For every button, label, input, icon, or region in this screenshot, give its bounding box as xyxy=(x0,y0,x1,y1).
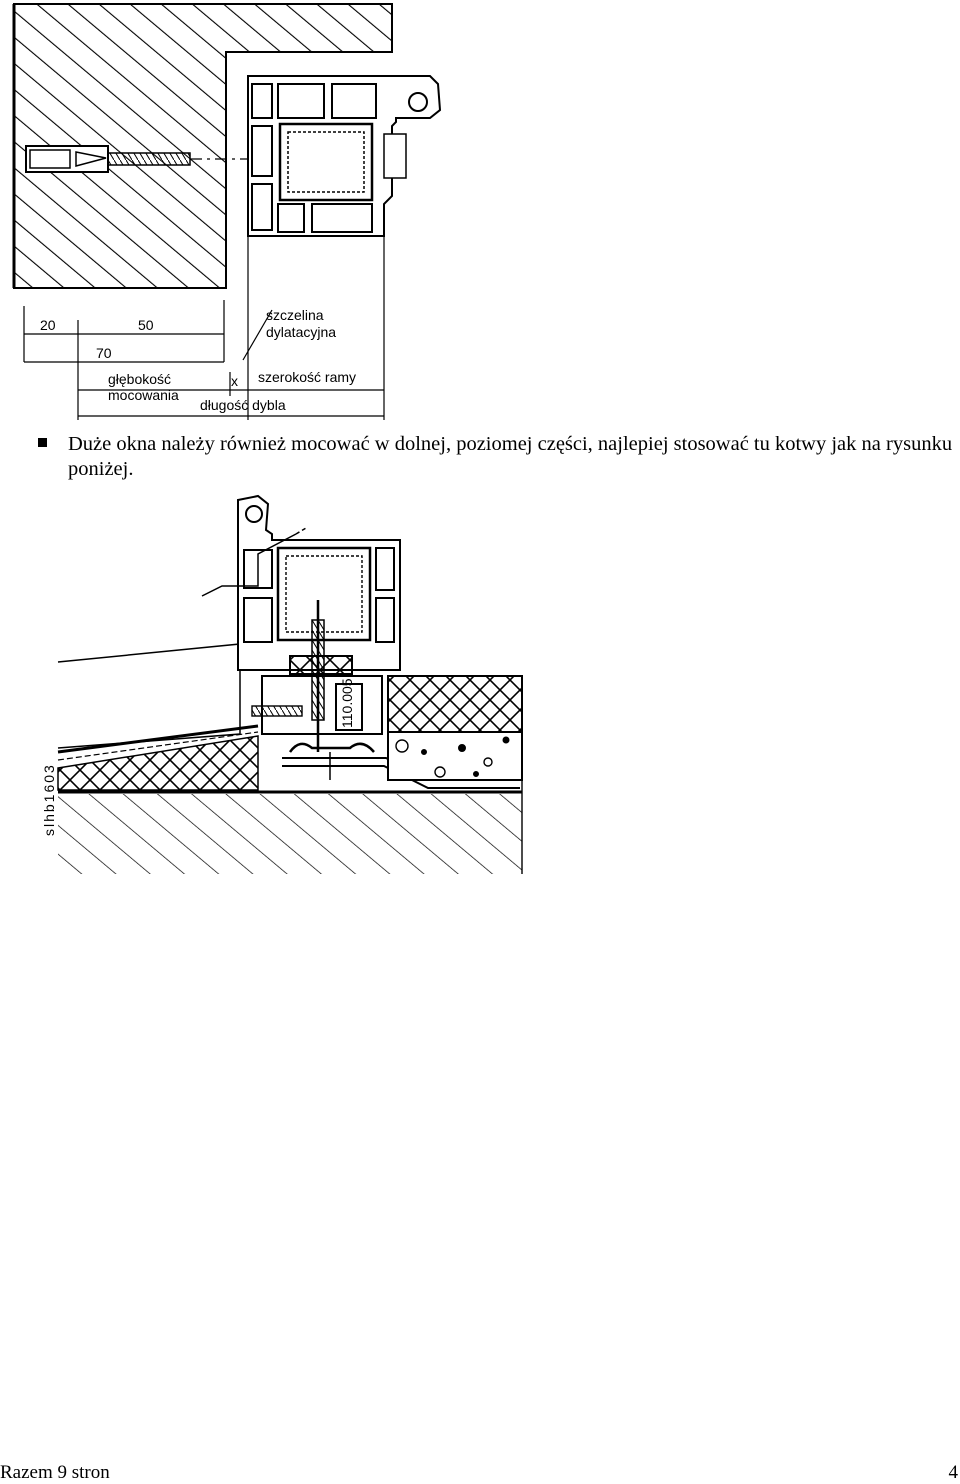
bottom-anchoring-drawing xyxy=(0,490,960,880)
bullet-icon xyxy=(38,438,47,447)
profile-code: 110.005 xyxy=(339,678,355,728)
gap-label-line1: szczelina xyxy=(266,307,324,323)
floor-build-up xyxy=(388,676,522,780)
dowel-anchoring-drawing xyxy=(0,0,960,425)
frame-width-label: szerokość ramy xyxy=(258,369,357,385)
depth-label-line2: mocowania xyxy=(108,387,179,403)
gap-label-line2: dylatacyjna xyxy=(266,324,337,340)
page-number: 4 xyxy=(948,1462,958,1483)
page-count: Razem 9 stron xyxy=(0,1462,110,1483)
instruction-paragraph xyxy=(38,432,958,482)
dim-20: 20 xyxy=(40,317,56,333)
dowel-length-label: długość dybla xyxy=(200,397,286,413)
gap-x-label: x xyxy=(231,373,238,389)
paragraph-text: Duże okna należy również mocować w dolnej, poziomej części, najlepiej stosować tu kotwy jak na rysunku poniżej. xyxy=(68,433,953,480)
depth-label-line1: głębokość xyxy=(108,371,172,387)
dim-50: 50 xyxy=(138,317,154,333)
dim-70: 70 xyxy=(96,345,112,361)
sill-insulation xyxy=(58,644,258,790)
drawing-code: slhb1603 xyxy=(41,763,57,836)
dimension-labels xyxy=(40,307,356,413)
